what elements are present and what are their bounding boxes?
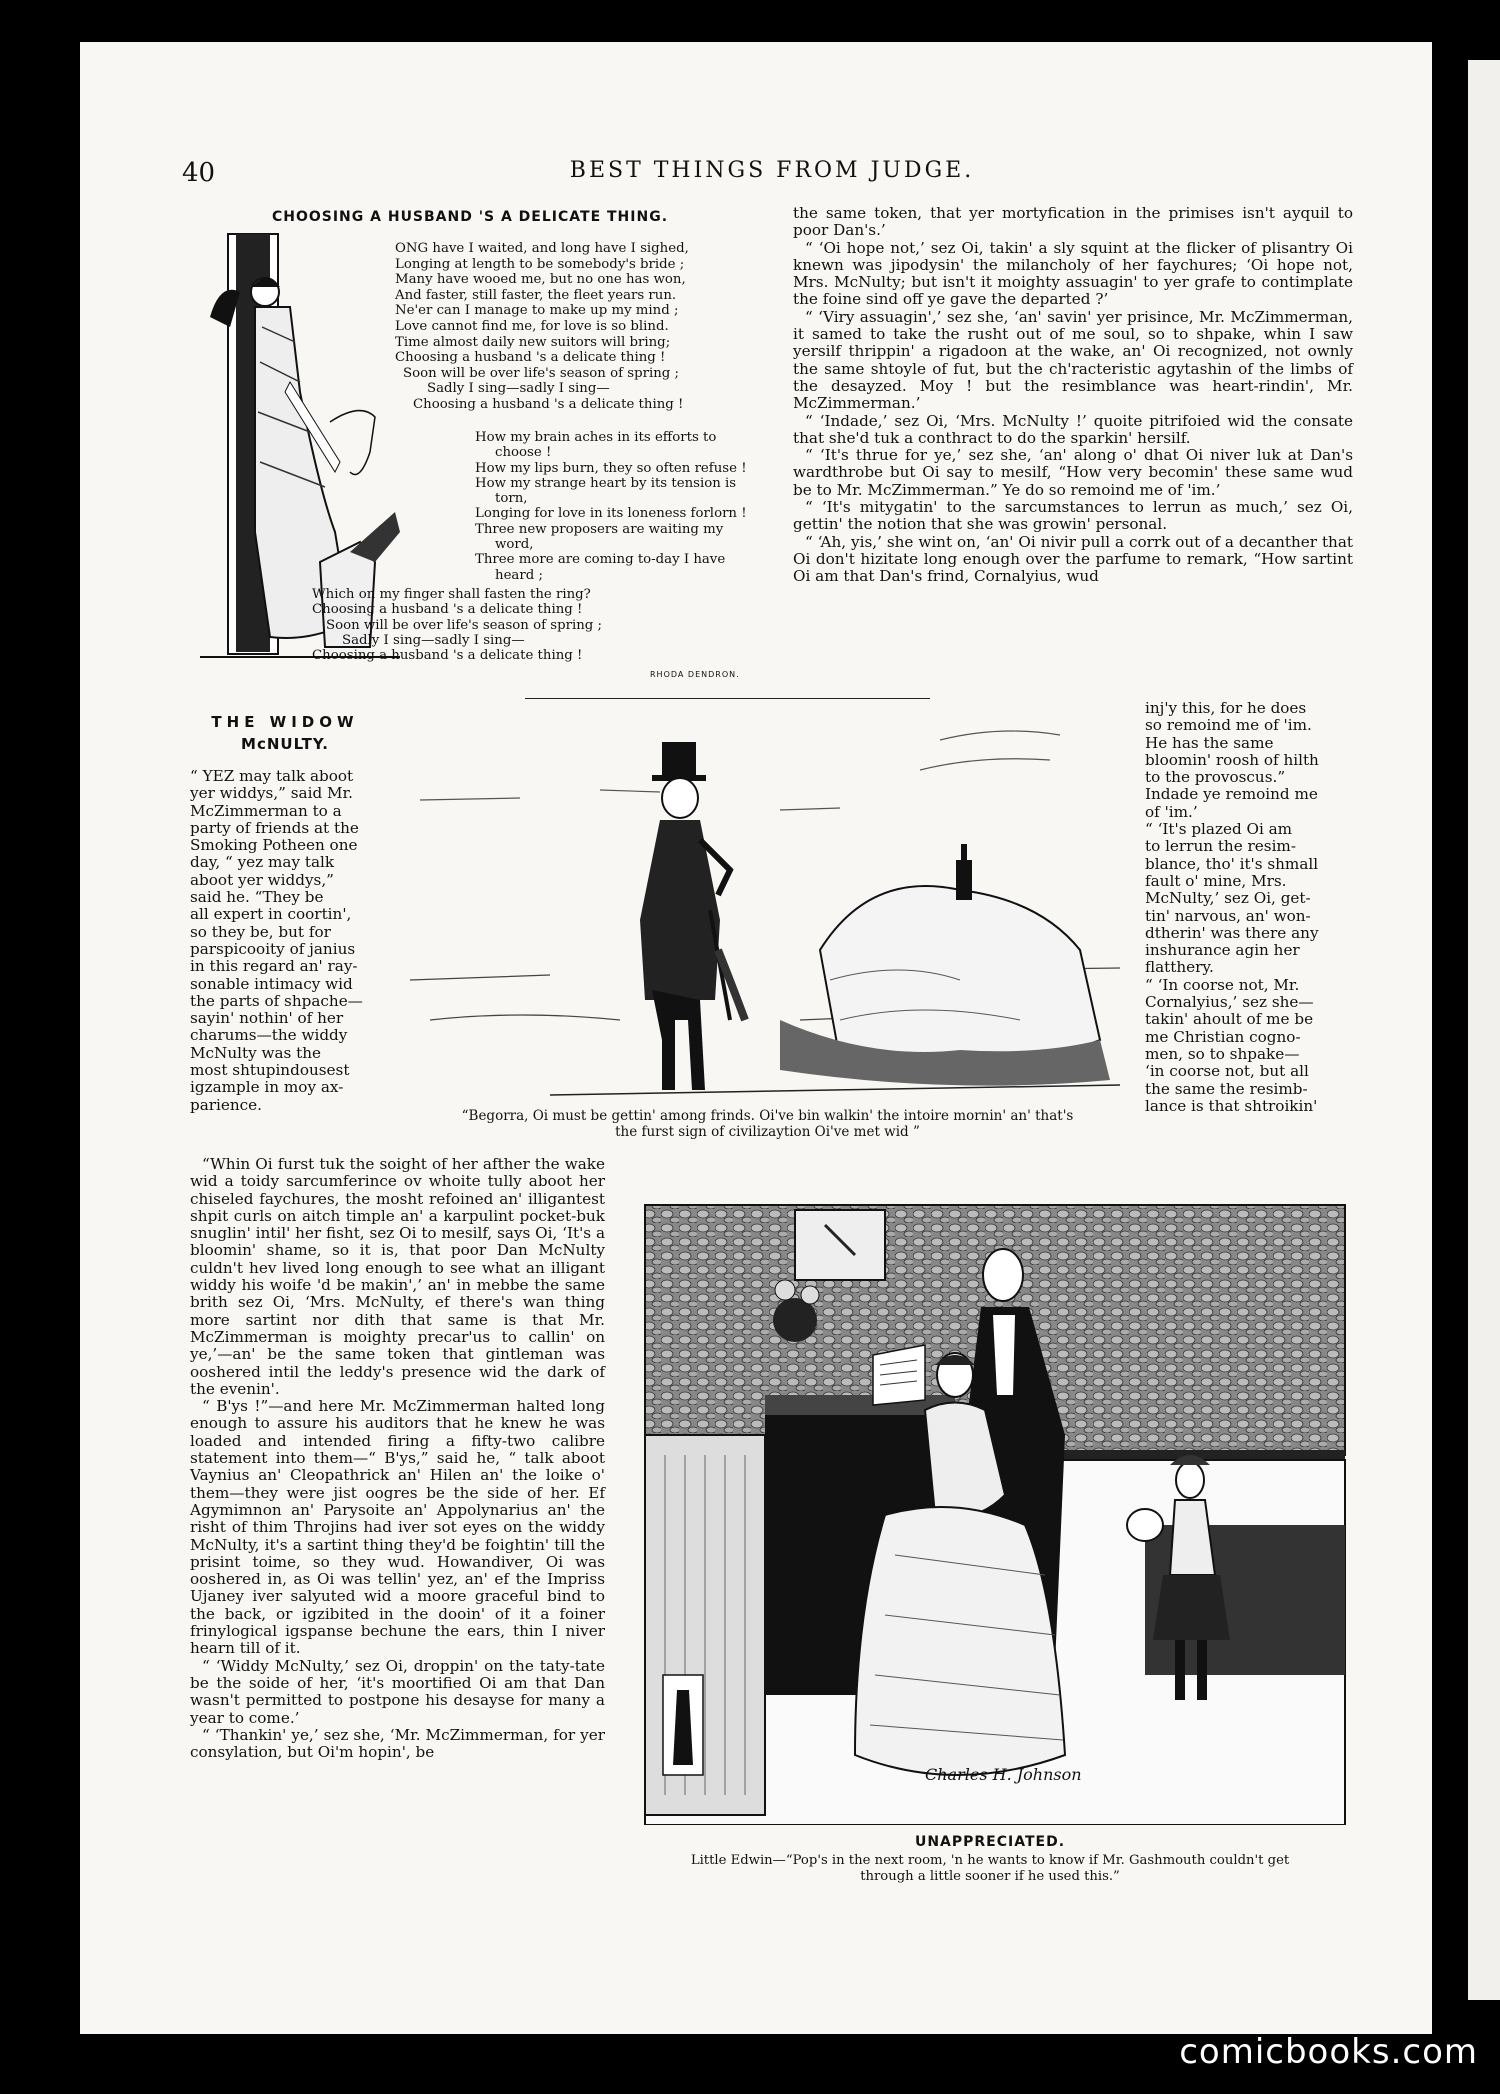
poem-line: Time almost daily new suitors will bring; (395, 334, 671, 350)
text-line: so remoind me of 'im. (1145, 716, 1312, 735)
paragraph: “ B'ys !”—and here Mr. McZimmerman halted long enough to assure his auditors that he knew he was loaded and intended firing a fifty-two calibre statement into them—“ B'ys,” said he, “ talk aboot Vaynius an' Cleopathrick an' Hilen an' the loike o' them—they were jist oogres be the side of her. Ef Agymimnon an' Parysoite an' Appolynarius an' the risht of thim Throjins had iver sot eyes on the widdy McNulty, it's a sartint thing they'd be foightin' till the prisint toime, so they wud. Howandiver, Oi was ooshered in, as Oi was tellin' yez, an' ef the Impriss Ujaney iver salyuted wid a moore graceful bind to the back, or igzibited in the dooin' of it a foiner frinylogical igspanse bechune the ears, thin I niver hearn till of it. (190, 1397, 605, 1658)
poem-line: Three new proposers are waiting my (475, 521, 724, 537)
text-line: parience. (190, 1095, 262, 1114)
text-line: said he. “They be (190, 888, 324, 907)
poem-line: Which on my finger shall fasten the ring? (312, 587, 591, 602)
paragraph: “ ‘Thankin' ye,’ sez she, ‘Mr. McZimmerman, for yer consylation, but Oi'm hopin', be (190, 1725, 605, 1762)
story-right-column (793, 205, 1353, 586)
text-line: He has the same (1145, 733, 1274, 752)
text-line: so they be, but for (190, 922, 331, 941)
paragraph: “ ‘It's mitygatin' to the sarcumstances to lerrun as much,’ sez Oi, gettin' the notion that she was growin' personal. (793, 498, 1353, 534)
text-line: lance is that shtroikin' (1145, 1096, 1318, 1115)
poem-line: And faster, still faster, the fleet years run. (395, 287, 677, 303)
text-line: of 'im.’ (1145, 802, 1198, 821)
text-line: me Christian cogno- (1145, 1027, 1301, 1046)
poem-line: Longing for love in its loneness forlorn ! (475, 506, 747, 522)
text-line: party of friends at the (190, 818, 359, 837)
text-line: tin' narvous, an' won- (1145, 906, 1311, 925)
poem-line: Ne'er can I manage to make up my mind ; (395, 303, 679, 319)
poem-line: torn, (495, 491, 528, 507)
text-line: all expert in coortin', (190, 905, 352, 924)
caption-line: Little Edwin—“Pop's in the next room, 'n he wants to know if Mr. Gashmouth couldn't get (690, 1853, 1290, 1868)
text-line: “ YEZ may talk aboot (190, 767, 354, 785)
poem-line: Choosing a husband 's a delicate thing ! (312, 648, 583, 664)
poem-line: How my lips burn, they so often refuse ! (475, 460, 747, 476)
story-left-narrow-column (190, 768, 386, 1114)
text-line: dtherin' was there any (1145, 923, 1319, 942)
caption-line: “Begorra, Oi must be gettin' among frinds. Oi've bin walkin' the intoire mornin' an' that's (461, 1108, 1074, 1124)
page-number: 40 (182, 158, 216, 188)
poem-line: word, (495, 537, 534, 553)
paragraph: “ ‘Viry assuagin',’ sez she, ‘an' savin' yer prisince, Mr. McZimmerman, it samed to take the rusht out of me soul, so to shpake, whin I saw yersilf thrippin' a rigadoon at the wake, an' Oi recognized, not ownly the same shtoyle of fut, but the ch'racteristic agytashin of the limbs of the desayzed. Moy ! but the resimblance was heart-rindin', Mr. McZimmerman.’ (793, 307, 1353, 413)
poem-stanza-2 (475, 430, 747, 583)
story-title-line1: THE WIDOW (211, 713, 359, 731)
poem-line: Soon will be over life's season of spring ; (403, 365, 679, 381)
poem-line: choose ! (495, 445, 552, 461)
poem-line: ONG have I waited, and long have I sighed, (395, 241, 689, 256)
text-line: inshurance agin her (1145, 941, 1300, 960)
text-line: day, “ yez may talk (190, 853, 335, 872)
poem-line: Soon will be over life's season of spring ; (326, 617, 602, 633)
text-line: “ ‘In coorse not, Mr. (1145, 975, 1300, 994)
poem-line: Love cannot find me, for love is so blind. (395, 318, 669, 334)
poem-stanza-3 (312, 587, 602, 663)
page-header (182, 158, 1362, 188)
text-line: bloomin' roosh of hilth (1145, 750, 1319, 769)
watermark: comicbooks.com (1179, 2032, 1478, 2072)
poem-line: Sadly I sing—sadly I sing— (342, 632, 525, 648)
caption-line: the furst sign of civilizaytion Oi've met wid ” (615, 1124, 920, 1140)
text-line: “ ‘It's plazed Oi am (1145, 820, 1293, 839)
poem-stanza-1 (395, 241, 689, 413)
section-divider (525, 698, 930, 699)
story-title-line2: McNULTY. (241, 735, 329, 753)
paragraph: “ ‘Ah, yis,’ she wint on, ‘an' Oi nivir pull a corrk out of a decanther that Oi don't hizitate long enough over the parfume to remark, “How sartint Oi am that Dan's frind, Cornalyius, wud (793, 532, 1353, 586)
text-line: takin' ahoult of me be (1145, 1010, 1314, 1029)
text-line: to lerrun the resim- (1145, 837, 1296, 856)
poem-line: heard ; (495, 567, 543, 583)
text-line: Indade ye remoind me (1145, 785, 1318, 804)
text-line: sonable intimacy wid (190, 974, 353, 993)
facing-page-edge (1468, 60, 1500, 2000)
story-left-wide-column (190, 1156, 605, 1761)
illustration2-caption (625, 1853, 1355, 1885)
text-line: to the provoscus.” (1145, 768, 1286, 787)
illustration2-title: UNAPPRECIATED. (914, 1834, 1066, 1850)
poem-line: Three more are coming to-day I have (475, 552, 726, 568)
text-line: Cornalyius,’ sez she— (1145, 993, 1314, 1012)
text-line: sayin' nothin' of her (190, 1009, 344, 1028)
text-line: aboot yer widdys,” (190, 870, 334, 889)
paragraph: the same token, that yer mortyfication in the primises isn't ayquil to poor Dan's.’ (793, 204, 1353, 240)
paragraph: “ ‘Indade,’ sez Oi, ‘Mrs. McNulty !’ quoite pitrifoied wid the consate that she'd tuk a conthract to do the sparkin' hersilf. (793, 411, 1353, 447)
paragraph: “Whin Oi furst tuk the soight of her afther the wake wid a toidy sarcumferince ov whoite tully aboot her chiseled faychures, the mosht refoined an' illigantest shpit curls on aitch timple an' a karpulint pocket-buk snuglin' intil' her fisht, sez Oi to mesilf, says Oi, ‘It's a bloomin' shame, so it is, that poor Dan McNulty culdn't hev lived long enough to see what an illigant widdy his woife 'd be makin',’ an' in mebbe the same brith sez Oi, ‘Mrs. McNulty, ef there's wan thing more sartint nor dith that same is that Mr. McZimmerman is moighty precar'us to callin' on ye,’—an' be the same token that gintleman was ooshered intil the leddy's presence wid the dark of the evenin'. (190, 1155, 605, 1398)
text-line: igzample in moy ax- (190, 1078, 344, 1097)
poem-title: CHOOSING A HUSBAND 'S A DELICATE THING. (271, 209, 669, 225)
text-line: McNulty,’ sez Oi, get- (1145, 889, 1311, 908)
story-right-narrow-column (1145, 700, 1353, 1115)
running-head: BEST THINGS FROM JUDGE. (569, 158, 975, 183)
poem-line: Choosing a husband 's a delicate thing ! (395, 350, 666, 366)
text-line: ‘in coorse not, but all (1145, 1062, 1309, 1081)
text-line: the same the resimb- (1145, 1079, 1308, 1098)
text-line: in this regard an' ray- (190, 957, 358, 976)
text-line: blance, tho' it's shmall (1145, 854, 1319, 873)
text-line: men, so to shpake— (1145, 1044, 1300, 1063)
text-line: fault o' mine, Mrs. (1145, 871, 1287, 890)
poem-line: Many have wooed me, but no one has won, (395, 272, 686, 288)
text-line: inj'y this, for he does (1145, 699, 1307, 717)
illustration1-caption (400, 1108, 1135, 1140)
paragraph: “ ‘It's thrue for ye,’ sez she, ‘an' along o' dhat Oi niver luk at Dan's wardthrobe but Oi say to mesilf, “How very becomin' these same wud be to Mr. McZimmerman.” Ye do so remoind me of 'im.’ (793, 446, 1353, 499)
illustration-man-top-hat (400, 720, 1135, 1110)
text-line: Smoking Potheen one (190, 836, 358, 855)
text-line: parspicooity of janius (190, 939, 356, 958)
illustration-piano-scene (625, 1195, 1355, 1825)
poem-line: How my brain aches in its efforts to (475, 430, 717, 445)
text-line: yer widdys,” said Mr. (190, 784, 353, 803)
text-line: the parts of shpache— (190, 991, 363, 1010)
text-line: most shtupindousest (190, 1061, 350, 1080)
text-line: McZimmerman to a (190, 801, 342, 820)
poem-line: Choosing a husband 's a delicate thing ! (413, 396, 684, 412)
paragraph: “ ‘Oi hope not,’ sez Oi, takin' a sly squint at the flicker of plisantry Oi knewn was jipodysin' the milancholy of her faychures; ‘Oi hope not, Mrs. McNulty; but isn't it moighty assuagin' to yer grafe to contimplate the foine sind off ye gave the departed ?’ (793, 238, 1353, 309)
artist-signature: Charles H. Johnson (925, 1765, 1082, 1784)
text-line: charums—the widdy (190, 1026, 348, 1045)
poem-line: Longing at length to be somebody's bride ; (395, 256, 685, 272)
text-line: flatthery. (1145, 958, 1214, 977)
caption-line: through a little sooner if he used this.” (860, 1869, 1120, 1884)
text-line: McNulty was the (190, 1043, 322, 1062)
poem-line: How my strange heart by its tension is (475, 475, 737, 491)
poem-line: Choosing a husband 's a delicate thing ! (312, 602, 583, 618)
poem-line: Sadly I sing—sadly I sing— (427, 381, 610, 397)
poem-author: RHODA DENDRON. (650, 670, 740, 679)
paragraph: “ ‘Widdy McNulty,’ sez Oi, droppin' on the taty-tate be the soide of her, ‘it's moortified Oi am that Dan wasn't permitted to postpone his desayse for many a year to come.’ (190, 1656, 605, 1727)
